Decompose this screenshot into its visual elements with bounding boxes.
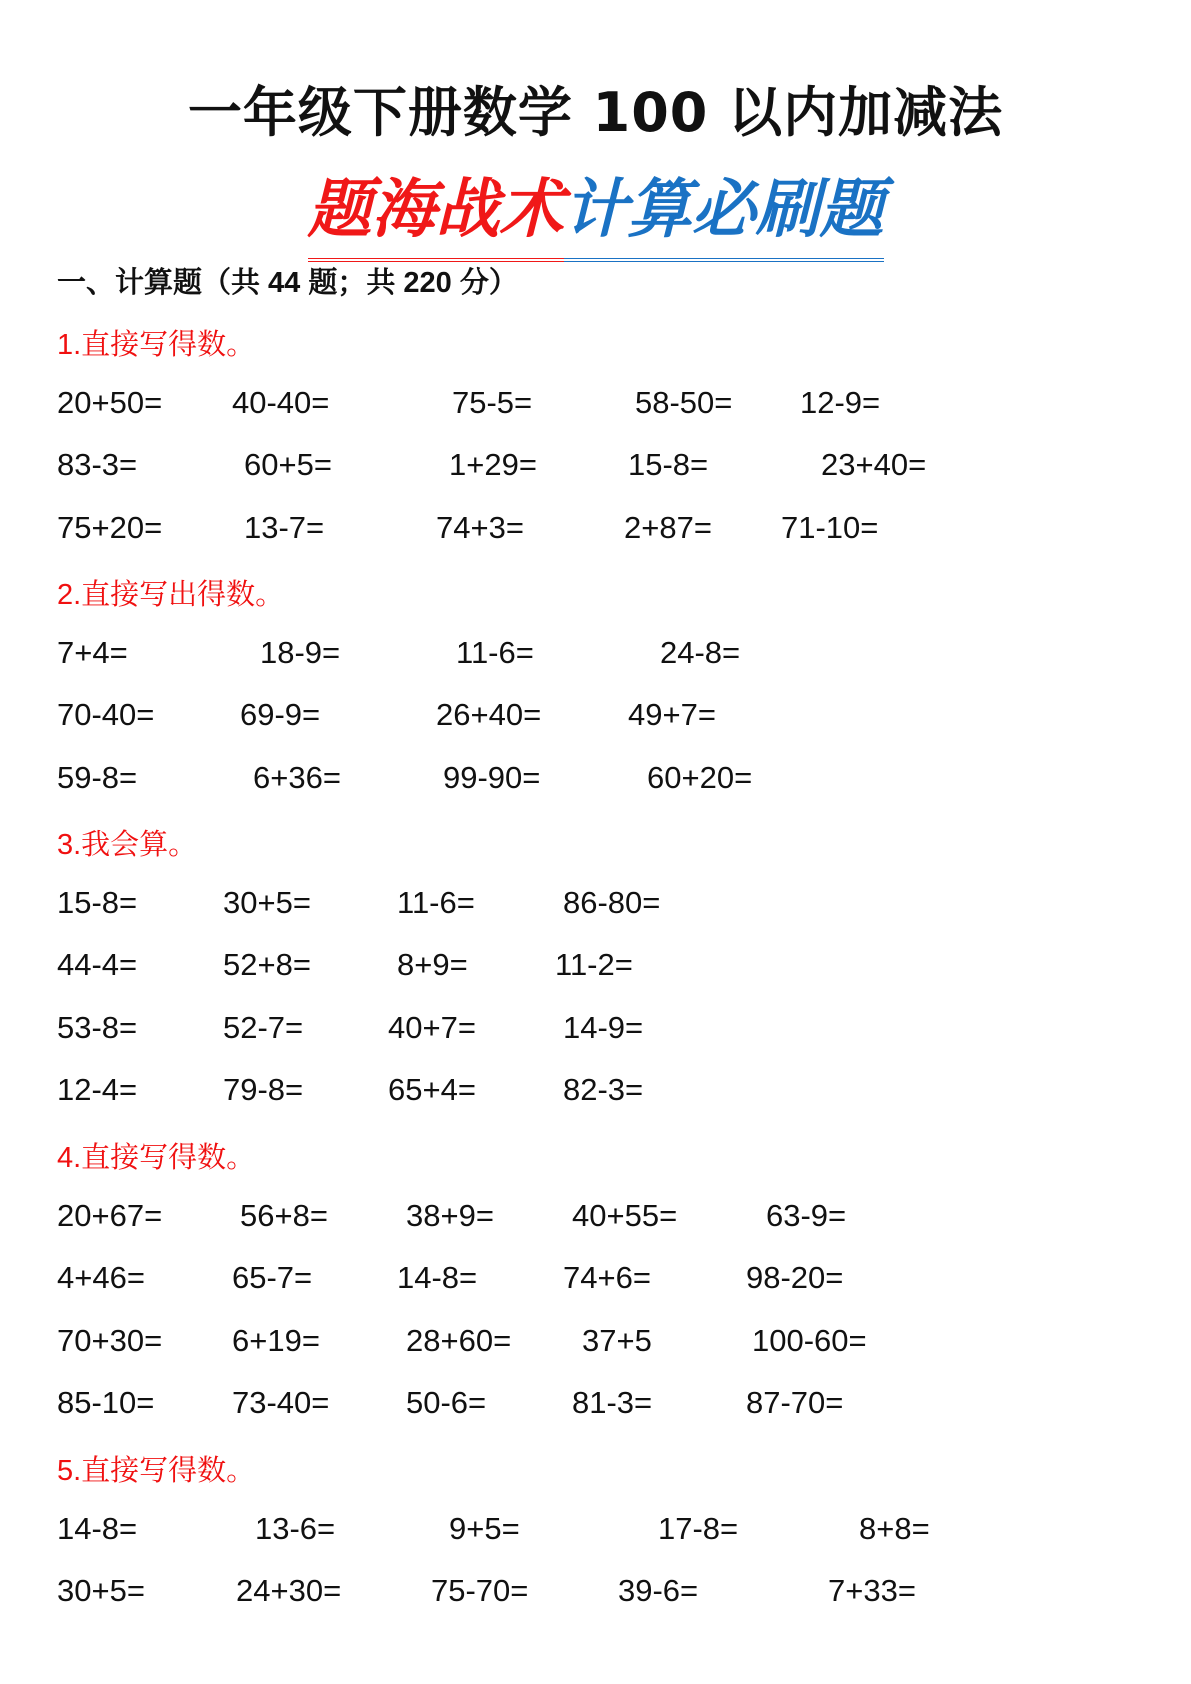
problem: 20+67= bbox=[57, 1197, 163, 1233]
problem: 98-20= bbox=[746, 1260, 844, 1295]
problem: 1+29= bbox=[449, 447, 537, 482]
problem: 56+8= bbox=[240, 1197, 328, 1233]
problem: 23+40= bbox=[821, 447, 927, 482]
subtitle bbox=[0, 158, 1191, 262]
problem: 82-3= bbox=[563, 1072, 644, 1107]
section-heading: 一、计算题（共 44 题；共 220 分） bbox=[57, 267, 518, 299]
problem: 11-6= bbox=[456, 634, 534, 670]
problem: 81-3= bbox=[572, 1385, 653, 1420]
section-label: 2.直接写出得数。 bbox=[57, 579, 285, 611]
problem: 6+19= bbox=[232, 1322, 320, 1358]
problem: 4+46= bbox=[57, 1260, 145, 1295]
problem: 12-9= bbox=[800, 384, 881, 420]
problem: 85-10= bbox=[57, 1385, 155, 1420]
problem: 8+8= bbox=[859, 1510, 930, 1546]
problem: 20+50= bbox=[57, 384, 163, 420]
problem: 65-7= bbox=[232, 1260, 313, 1295]
problem: 2+87= bbox=[624, 509, 712, 545]
problem: 75-5= bbox=[452, 384, 533, 420]
problem: 75+20= bbox=[57, 509, 163, 545]
problem: 13-6= bbox=[255, 1510, 336, 1546]
problem: 6+36= bbox=[253, 759, 341, 795]
problem: 8+9= bbox=[397, 947, 468, 982]
problem: 13-7= bbox=[244, 509, 325, 545]
subtitle-red: 题海战术 bbox=[308, 158, 564, 262]
problem: 39-6= bbox=[618, 1573, 699, 1608]
problem: 24+30= bbox=[236, 1573, 342, 1608]
problem: 40+7= bbox=[388, 1009, 476, 1045]
problem: 26+40= bbox=[436, 697, 542, 732]
problem: 7+33= bbox=[828, 1573, 916, 1608]
problem: 87-70= bbox=[746, 1385, 844, 1420]
problem: 70+30= bbox=[57, 1322, 163, 1358]
problem: 38+9= bbox=[406, 1197, 494, 1233]
problem: 18-9= bbox=[260, 634, 341, 670]
section-label: 3.我会算。 bbox=[57, 829, 198, 861]
problem: 86-80= bbox=[563, 884, 661, 920]
problem: 11-2= bbox=[555, 947, 633, 982]
problem: 99-90= bbox=[443, 759, 541, 795]
problem: 17-8= bbox=[658, 1510, 739, 1546]
section-label: 1.直接写得数。 bbox=[57, 329, 256, 361]
problem: 79-8= bbox=[223, 1072, 304, 1107]
problem: 37+5 bbox=[582, 1322, 652, 1358]
problem: 52+8= bbox=[223, 947, 311, 982]
problem: 73-40= bbox=[232, 1385, 330, 1420]
problem: 12-4= bbox=[57, 1072, 138, 1107]
problem: 44-4= bbox=[57, 947, 138, 982]
problem: 59-8= bbox=[57, 759, 138, 795]
problem: 24-8= bbox=[660, 634, 741, 670]
page-title: 一年级下册数学 100 以内加减法 bbox=[187, 81, 1004, 144]
problem: 28+60= bbox=[406, 1322, 512, 1358]
problem: 53-8= bbox=[57, 1009, 138, 1045]
problem: 83-3= bbox=[57, 447, 138, 482]
problem: 49+7= bbox=[628, 697, 716, 732]
problem: 100-60= bbox=[752, 1322, 867, 1358]
problem: 60+5= bbox=[244, 447, 332, 482]
problem: 74+6= bbox=[563, 1260, 651, 1295]
problem: 63-9= bbox=[766, 1197, 847, 1233]
section-label: 5.直接写得数。 bbox=[57, 1455, 256, 1487]
problem: 15-8= bbox=[628, 447, 709, 482]
subtitle-blue: 计算必刷题 bbox=[564, 158, 884, 262]
problem: 14-8= bbox=[57, 1510, 138, 1546]
problem: 74+3= bbox=[436, 509, 524, 545]
problem: 14-9= bbox=[563, 1009, 644, 1045]
problem: 50-6= bbox=[406, 1385, 487, 1420]
problem: 69-9= bbox=[240, 697, 321, 732]
problem: 71-10= bbox=[781, 509, 879, 545]
problem: 75-70= bbox=[431, 1573, 529, 1608]
problem: 11-6= bbox=[397, 884, 475, 920]
problem: 15-8= bbox=[57, 884, 138, 920]
problem: 52-7= bbox=[223, 1009, 304, 1045]
problem: 60+20= bbox=[647, 759, 753, 795]
problem: 30+5= bbox=[223, 884, 311, 920]
problem: 7+4= bbox=[57, 634, 128, 670]
problem: 40+55= bbox=[572, 1197, 678, 1233]
problem: 65+4= bbox=[388, 1072, 476, 1107]
problem: 40-40= bbox=[232, 384, 330, 420]
problem: 30+5= bbox=[57, 1573, 145, 1608]
problem: 70-40= bbox=[57, 697, 155, 732]
problem: 9+5= bbox=[449, 1510, 520, 1546]
section-label: 4.直接写得数。 bbox=[57, 1142, 256, 1174]
problem: 58-50= bbox=[635, 384, 733, 420]
problem: 14-8= bbox=[397, 1260, 478, 1295]
